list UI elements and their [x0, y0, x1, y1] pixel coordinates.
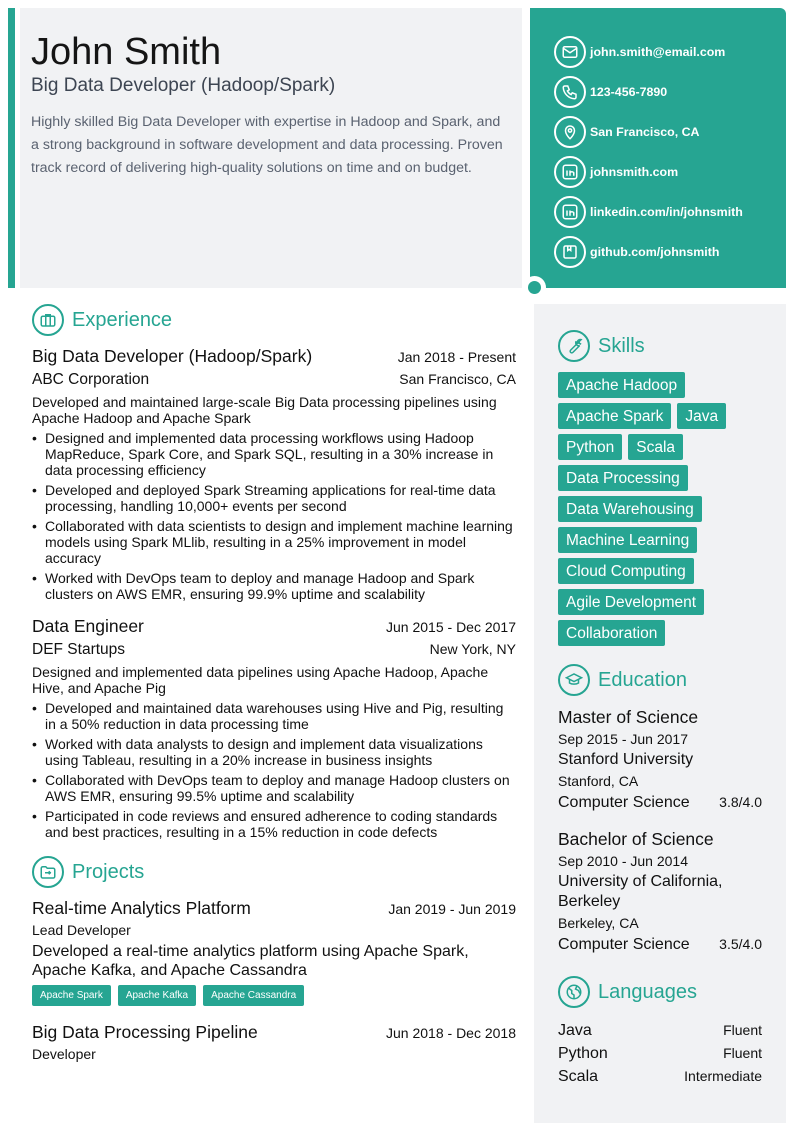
- job-bullets: [32, 700, 516, 840]
- skill-tag: Collaboration: [558, 620, 665, 646]
- contact-linkedin[interactable]: [554, 192, 786, 232]
- folder-icon: [32, 856, 64, 888]
- edu-location: Stanford, CA: [558, 773, 639, 789]
- section-title: Experience: [72, 308, 173, 331]
- accent-bar: [8, 8, 15, 288]
- language-list: [558, 1022, 762, 1091]
- job-location: New York, NY: [429, 641, 516, 657]
- job-description: Developed and maintained large-scale Big Data processing pipelines using Apache Hadoop and Apache Spark: [32, 394, 497, 426]
- job-bullet: • Collaborated with DevOps team to deploy and manage Hadoop clusters on AWS EMR, ensuring 99.5% uptime and scalability: [32, 772, 516, 804]
- project-dates: Jan 2019 - Jun 2019: [388, 901, 516, 917]
- skill-tag: Machine Learning: [558, 527, 697, 553]
- phone-icon: [554, 76, 586, 108]
- edu-gpa: 3.5/4.0: [719, 936, 762, 952]
- project-description: Developed a real-time analytics platform using Apache Spark, Apache Kafka, and Apache Cassandra: [32, 943, 469, 979]
- job-bullet: • Developed and maintained data warehouses using Hive and Pig, resulting in a 50% reduction in data processing time: [32, 700, 516, 732]
- email-icon: [554, 36, 586, 68]
- github-icon: [554, 236, 586, 268]
- contact-text: john.smith@email.com: [590, 45, 726, 59]
- skill-tag: Scala: [628, 434, 683, 460]
- project-tag: Apache Kafka: [118, 985, 196, 1006]
- job-description: Designed and implemented data pipelines using Apache Hadoop, Apache Hive, and Apache Pig: [32, 664, 489, 696]
- skill-list: [558, 372, 762, 646]
- education-entry: [558, 828, 762, 956]
- project-entry: [32, 896, 516, 1006]
- section-title: Education: [598, 668, 687, 691]
- skill-tag: Cloud Computing: [558, 558, 694, 584]
- job-bullet: • Participated in code reviews and ensured adherence to coding standards and best practices, resulting in a 15% reduction in code defects: [32, 808, 516, 840]
- contact-github[interactable]: [554, 232, 786, 272]
- project-tag: Apache Spark: [32, 985, 111, 1006]
- project-title: Big Data Processing Pipeline: [32, 1022, 258, 1042]
- skill-tag: Java: [677, 403, 726, 429]
- contact-location: [554, 112, 786, 152]
- edu-degree: Master of Science: [558, 707, 699, 727]
- edu-field: Computer Science: [558, 936, 690, 953]
- briefcase-icon: [32, 304, 64, 336]
- section-title: Languages: [598, 980, 697, 1003]
- job-bullet: • Worked with DevOps team to deploy and manage Hadoop and Spark clusters on AWS EMR, ensuring 99.9% uptime and scalability: [32, 570, 516, 602]
- job-company: DEF Startups: [32, 641, 126, 658]
- section-title: Projects: [72, 860, 145, 883]
- main-column: [32, 302, 516, 1064]
- edu-school: University of California, Berkeley: [558, 873, 723, 910]
- candidate-name: John Smith: [31, 31, 222, 73]
- job-title: Big Data Developer (Hadoop/Spark): [32, 346, 313, 366]
- candidate-role: Big Data Developer (Hadoop/Spark): [31, 75, 336, 96]
- edu-field: Computer Science: [558, 794, 690, 811]
- project-role: Developer: [32, 1046, 96, 1062]
- graduation-cap-icon: [558, 664, 590, 696]
- skill-tag: Agile Development: [558, 589, 704, 615]
- contact-panel: [530, 8, 786, 288]
- edu-degree: Bachelor of Science: [558, 829, 714, 849]
- job-bullet: • Developed and deployed Spark Streaming applications for real-time data processing, handling 10,000+ events per second: [32, 482, 516, 514]
- job-entry: [32, 614, 516, 840]
- edu-location: Berkeley, CA: [558, 915, 639, 931]
- timeline-dot: [528, 281, 541, 294]
- language-row: [558, 1022, 762, 1045]
- project-role: Lead Developer: [32, 922, 131, 938]
- contact-text: San Francisco, CA: [590, 125, 700, 139]
- section-title: Skills: [598, 334, 645, 357]
- language-name: Java: [558, 1022, 592, 1039]
- project-tag: Apache Cassandra: [203, 985, 304, 1006]
- project-dates: Jun 2018 - Dec 2018: [386, 1025, 516, 1041]
- education-entry: [558, 706, 762, 814]
- resume-header: [20, 8, 522, 288]
- project-tags: [32, 985, 516, 1006]
- project-entry: [32, 1020, 516, 1064]
- language-level: Intermediate: [684, 1068, 762, 1084]
- summary: Highly skilled Big Data Developer with expertise in Hadoop and Spark, and a strong background in software development and data processing. Proven track record of delivering high-quality solutions on time and on budget.: [31, 114, 503, 176]
- edu-dates: Sep 2010 - Jun 2014: [558, 853, 688, 869]
- job-entry: [32, 344, 516, 602]
- linkedin-icon: [554, 156, 586, 188]
- job-bullet: • Collaborated with data scientists to design and implement machine learning models using Spark MLlib, resulting in a 25% improvement in model accuracy: [32, 518, 516, 566]
- experience-heading: [32, 302, 516, 338]
- job-dates: Jun 2015 - Dec 2017: [386, 619, 516, 635]
- sidebar: [534, 304, 786, 1123]
- edu-school: Stanford University: [558, 751, 694, 768]
- skill-tag: Apache Spark: [558, 403, 671, 429]
- contact-text: github.com/johnsmith: [590, 245, 720, 259]
- languages-heading: [558, 974, 762, 1010]
- job-title: Data Engineer: [32, 616, 144, 636]
- job-bullets: [32, 430, 516, 602]
- contact-text: 123-456-7890: [590, 85, 668, 99]
- edu-gpa: 3.8/4.0: [719, 794, 762, 810]
- skill-tag: Data Processing: [558, 465, 688, 491]
- globe-icon: [558, 976, 590, 1008]
- edu-dates: Sep 2015 - Jun 2017: [558, 731, 688, 747]
- contact-website[interactable]: [554, 152, 786, 192]
- language-name: Scala: [558, 1068, 599, 1085]
- projects-heading: [32, 854, 516, 890]
- language-row: [558, 1068, 762, 1091]
- skill-tag: Data Warehousing: [558, 496, 702, 522]
- language-level: Fluent: [723, 1022, 762, 1038]
- wrench-icon: [558, 330, 590, 362]
- contact-phone[interactable]: [554, 72, 786, 112]
- linkedin-icon: [554, 196, 586, 228]
- language-name: Python: [558, 1045, 608, 1062]
- contact-text: johnsmith.com: [590, 165, 679, 179]
- location-icon: [554, 116, 586, 148]
- skills-heading: [558, 328, 762, 364]
- job-bullet: • Worked with data analysts to design and implement data visualizations using Tableau, resulting in a 20% increase in business insights: [32, 736, 516, 768]
- contact-email[interactable]: [554, 32, 786, 72]
- job-bullet: • Designed and implemented data processing workflows using Hadoop MapReduce, Spark Core, and Spark SQL, resulting in a 30% increase in data processing efficiency: [32, 430, 516, 478]
- skill-tag: Apache Hadoop: [558, 372, 685, 398]
- contact-text: linkedin.com/in/johnsmith: [590, 205, 743, 219]
- job-location: San Francisco, CA: [399, 371, 516, 387]
- job-dates: Jan 2018 - Present: [397, 349, 516, 365]
- skill-tag: Python: [558, 434, 622, 460]
- education-heading: [558, 662, 762, 698]
- job-company: ABC Corporation: [32, 371, 150, 388]
- language-row: [558, 1045, 762, 1068]
- language-level: Fluent: [723, 1045, 762, 1061]
- project-title: Real-time Analytics Platform: [32, 898, 251, 918]
